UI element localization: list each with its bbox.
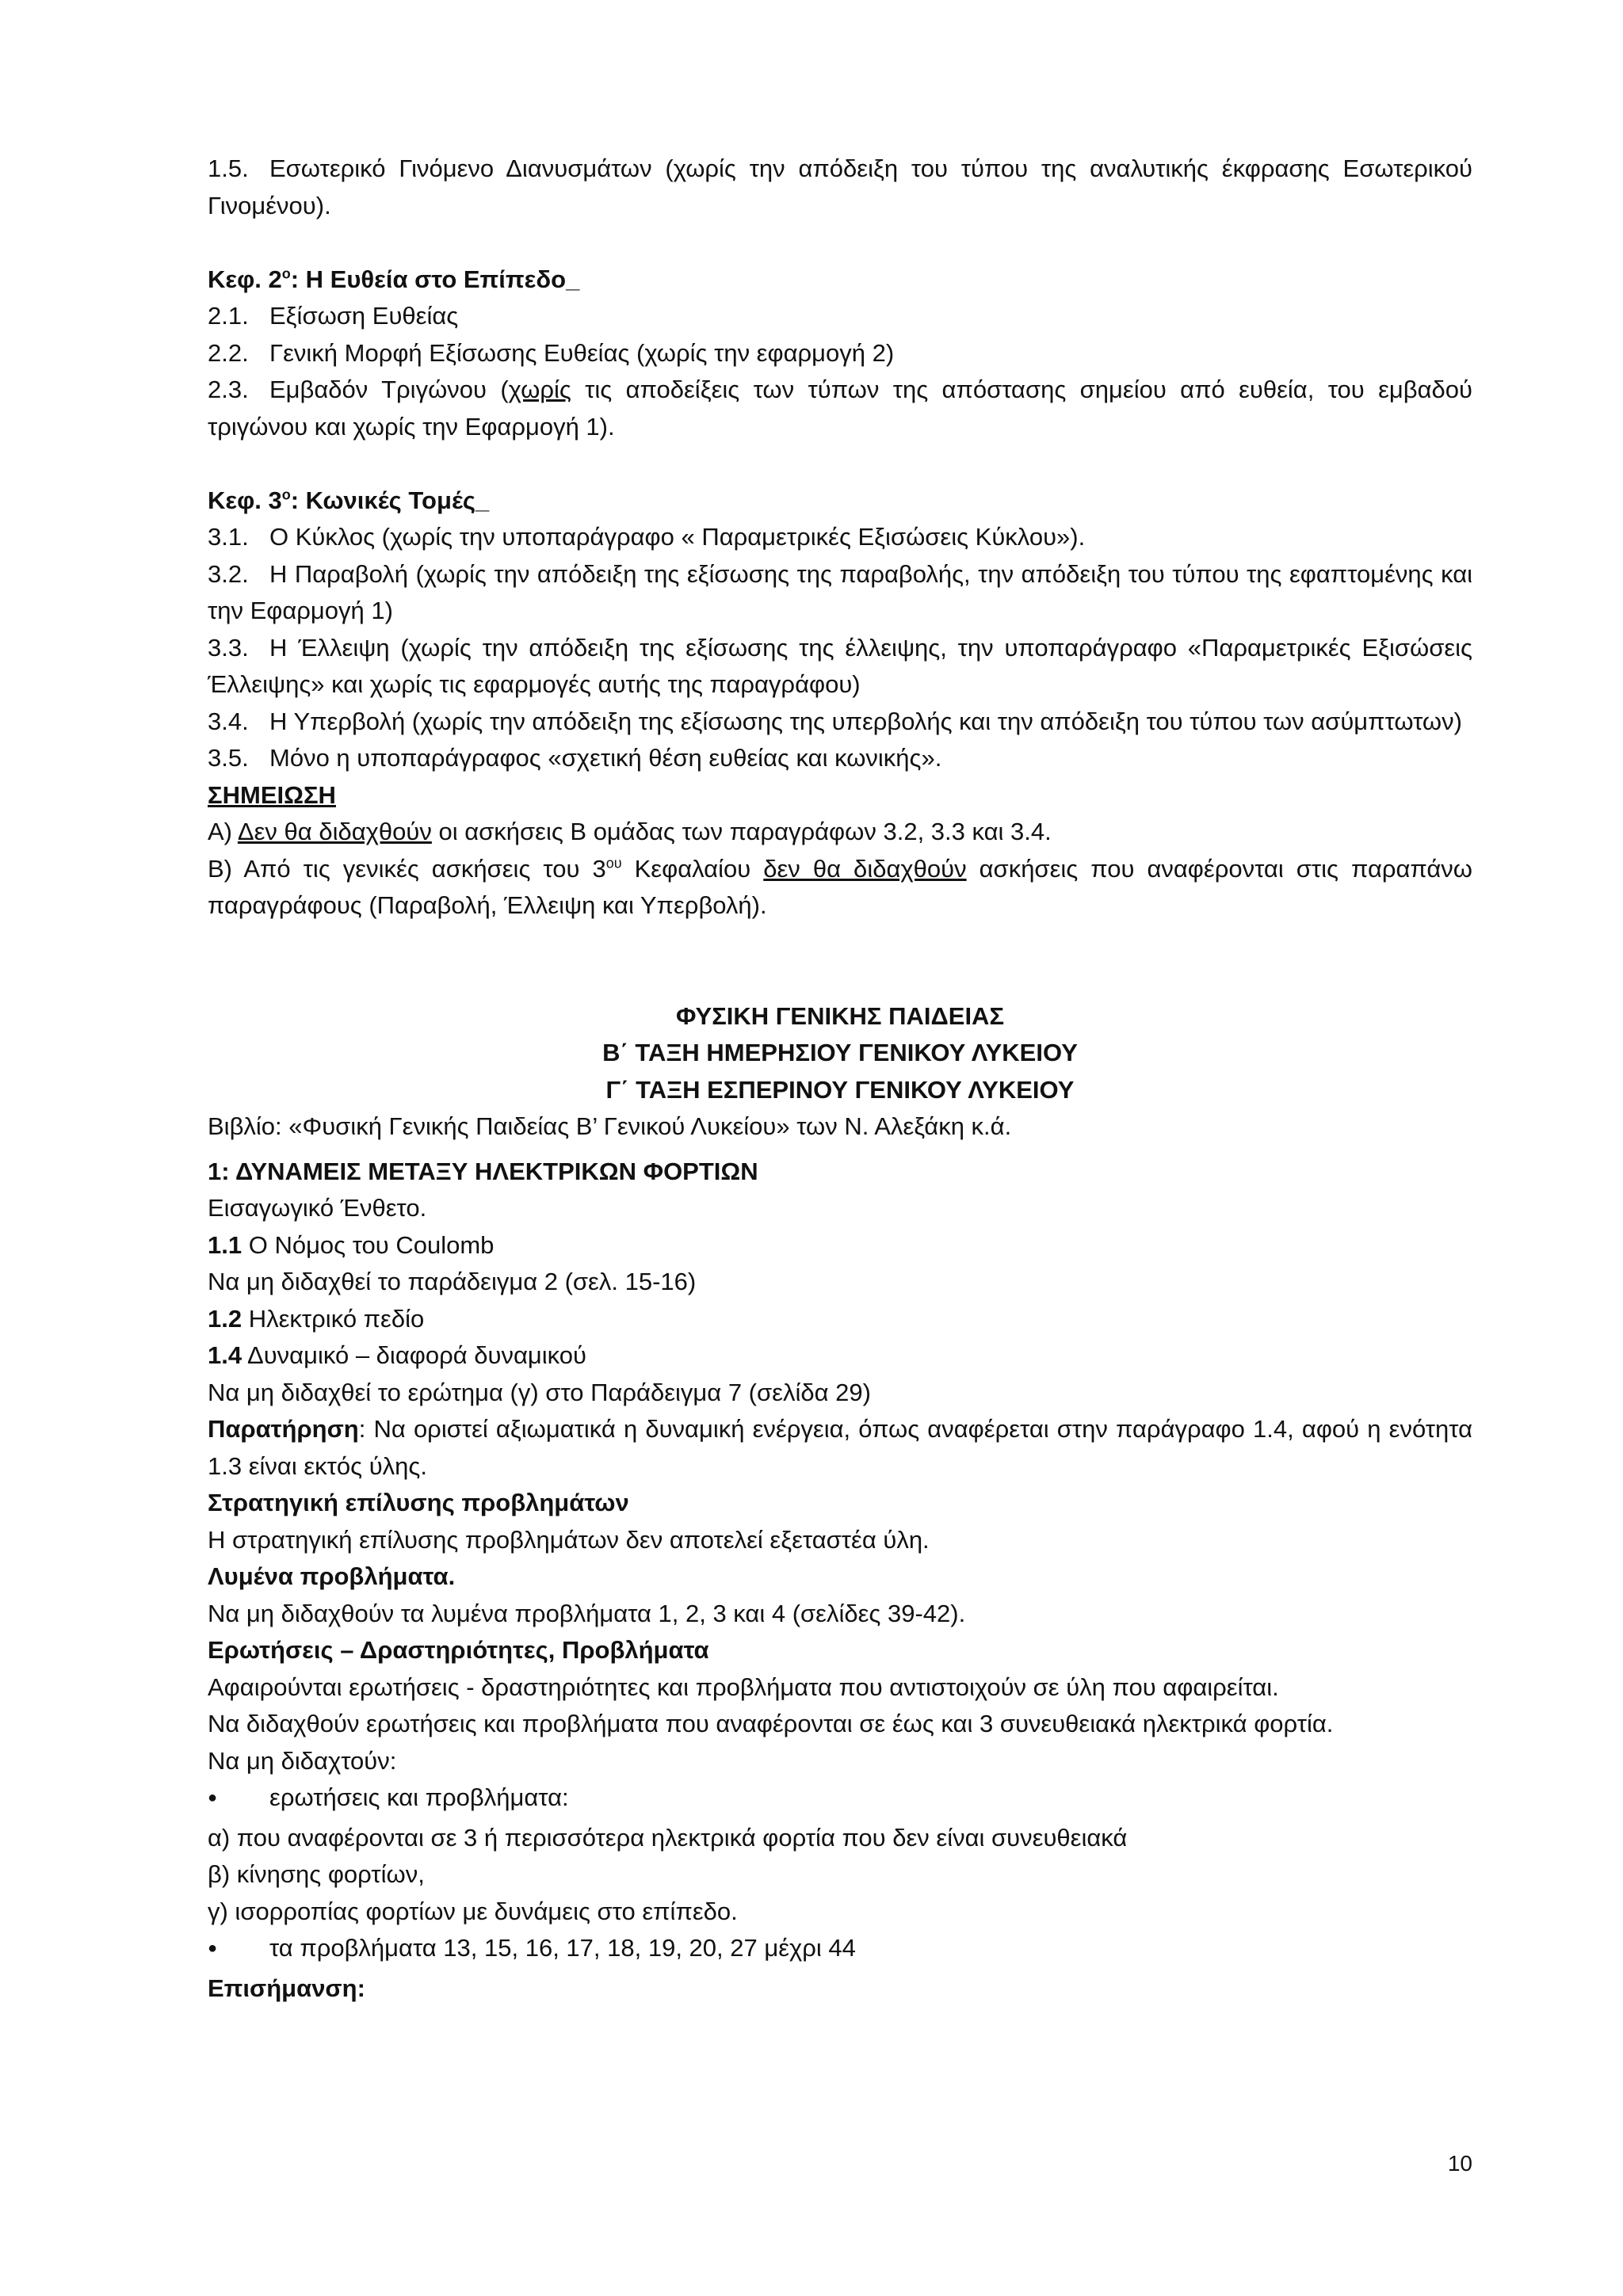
observation: Παρατήρηση: Να οριστεί αξιωματικά η δυναμική ενέργεια, όπως αναφέρεται στην παράγραφο 1.4, αφού η ενότητα 1.3 είναι εκτός ύλης.: [208, 1415, 1472, 1480]
chapter-2-heading: Κεφ. $2^o$: Η Ευθεία στο Επίπεδο_: [208, 265, 580, 293]
sub-item-c: γ) ισορροπίας φορτίων με δυνάμεις στο επίπεδο.: [208, 1897, 738, 1925]
note-b: Β) Από τις γενικές ασκήσεις του $3^{o\upsilon}$ Κεφαλαίου δεν θα διδαχθούν ασκήσεις που αναφέρονται στις παραπάνω παραγράφους (Παραβολή, Έλλειψη και Υπερβολή).: [208, 854, 1472, 919]
item-2-2: 2.2. Γενική Μορφή Εξίσωσης Ευθείας (χωρίς την εφαρμογή 2): [208, 338, 895, 367]
intro-line: Εισαγωγικό Ένθετο.: [208, 1194, 427, 1222]
bullet-icon: [208, 1930, 269, 1970]
item-1-5: [208, 151, 1472, 224]
document-page: [208, 151, 1472, 2007]
section-1-2: 1.2 Ηλεκτρικό πεδίο: [208, 1304, 425, 1333]
section-1-1-note: Να μη διδαχθεί το παράδειγμα 2 (σελ. 15-16): [208, 1268, 697, 1295]
chapter-3-heading: Κεφ. $3^o$: Κωνικές Τομές_: [208, 486, 490, 514]
item-3-4: 3.4. Η Υπερβολή (χωρίς την απόδειξη της εξίσωσης της υπερβολής και την απόδειξη του τύπου των ασύμπτωτων): [208, 707, 1462, 735]
bullet-icon: [208, 1779, 269, 1820]
physics-heading-1: ΦΥΣΙΚΗ ΓΕΝΙΚΗΣ ΠΑΙΔΕΙΑΣ: [675, 1001, 1005, 1030]
item-3-1: 3.1. Ο Κύκλος (χωρίς την υποπαράγραφο « Παραμετρικές Εξισώσεις Κύκλου»).: [208, 523, 1086, 551]
questions-paragraph-1: Αφαιρούνται ερωτήσεις - δραστηριότητες και προβλήματα που αντιστοιχούν σε ύλη που αφαιρείται.: [208, 1672, 1279, 1701]
physics-heading-2: Β΄ ΤΑΞΗ ΗΜΕΡΗΣΙΟΥ ΓΕΝΙΚΟΥ ΛΥΚΕΙΟΥ: [602, 1039, 1078, 1066]
solved-title: Λυμένα προβλήματα.: [208, 1562, 456, 1590]
item-2-3: 2.3. Εμβαδόν Τριγώνου (χωρίς τις αποδείξεις των τύπων της απόστασης σημείου από ευθεία, του εμβαδού τριγώνου και χωρίς την Εφαρμογή 1).: [208, 376, 1472, 441]
section-1-4-note: Να μη διδαχθεί το ερώτημα (γ) στο Παράδειγμα 7 (σελίδα 29): [208, 1378, 871, 1406]
questions-paragraph-2: Να διδαχθούν ερωτήσεις και προβλήματα που αναφέρονται σε έως και 3 συνευθειακά ηλεκτρικά φορτία.: [208, 1710, 1334, 1737]
bullet-item-2: ● τα προβλήματα 13, 15, 16, 17, 18, 19, 20, 27 μέχρι 44: [208, 1930, 1472, 1970]
section-title: 1: ΔΥΝΑΜΕΙΣ ΜΕΤΑΞΥ ΗΛΕΚΤΡΙΚΩΝ ΦΟΡΤΙΩΝ: [208, 1157, 758, 1185]
item-2-1: 2.1. Εξίσωση Ευθείας: [208, 302, 459, 330]
item-number: 1.5.: [208, 154, 249, 182]
bullet-item-1: ● ερωτήσεις και προβλήματα:: [208, 1779, 1472, 1820]
item-3-2: 3.2. Η Παραβολή (χωρίς την απόδειξη της εξίσωσης της παραβολής, την απόδειξη του τύπου της εφαπτομένης και την Εφαρμογή 1): [208, 559, 1472, 624]
page-number: 10: [1447, 2151, 1472, 2176]
note-a: Α) Δεν θα διδαχθούν οι ασκήσεις Β ομάδας των παραγράφων 3.2, 3.3 και 3.4.: [208, 818, 1052, 845]
questions-title: Ερωτήσεις – Δραστηριότητες, Προβλήματα: [208, 1636, 709, 1664]
book-reference: Βιβλίο: «Φυσική Γενικής Παιδείας Β’ Γενικού Λυκείου» των Ν. Αλεξάκη κ.ά.: [208, 1112, 1012, 1140]
strategy-text: Η στρατηγική επίλυσης προβλημάτων δεν αποτελεί εξεταστέα ύλη.: [208, 1525, 930, 1554]
physics-heading-3: Γ΄ ΤΑΞΗ ΕΣΠΕΡΙΝΟΥ ΓΕΝΙΚΟΥ ΛΥΚΕΙΟΥ: [605, 1075, 1075, 1104]
strategy-title: Στρατηγική επίλυσης προβλημάτων: [208, 1489, 629, 1516]
item-3-5: 3.5. Μόνο η υποπαράγραφος «σχετική θέση ευθείας και κωνικής».: [208, 744, 942, 772]
remark-label: Επισήμανση:: [208, 1974, 365, 2002]
not-taught-label: Να μη διδαχτούν:: [208, 1746, 397, 1775]
note-title: ΣΗΜΕΙΩΣΗ: [208, 780, 336, 809]
item-text: Εσωτερικό Γινόμενο Διανυσμάτων (χωρίς την απόδειξη του τύπου της αναλυτικής έκφρασης Εσωτερικού Γινομένου).: [208, 154, 1472, 219]
item-3-3: 3.3. Η Έλλειψη (χωρίς την απόδειξη της εξίσωσης της έλλειψης, την υποπαράγραφο «Παραμετρικές Εξισώσεις Έλλειψης» και χωρίς τις εφαρμογές αυτής της παραγράφου): [208, 633, 1472, 698]
sub-item-a: α) που αναφέρονται σε 3 ή περισσότερα ηλεκτρικά φορτία που δεν είναι συνευθειακά: [208, 1823, 1128, 1852]
sub-item-b: β) κίνησης φορτίων,: [208, 1860, 425, 1888]
section-1-1: 1.1 Ο Νόμος του Coulomb: [208, 1230, 495, 1259]
section-1-4: 1.4 Δυναμικό – διαφορά δυναμικού: [208, 1341, 586, 1369]
solved-text: Να μη διδαχθούν τα λυμένα προβλήματα 1, 2, 3 και 4 (σελίδες 39-42).: [208, 1599, 966, 1627]
